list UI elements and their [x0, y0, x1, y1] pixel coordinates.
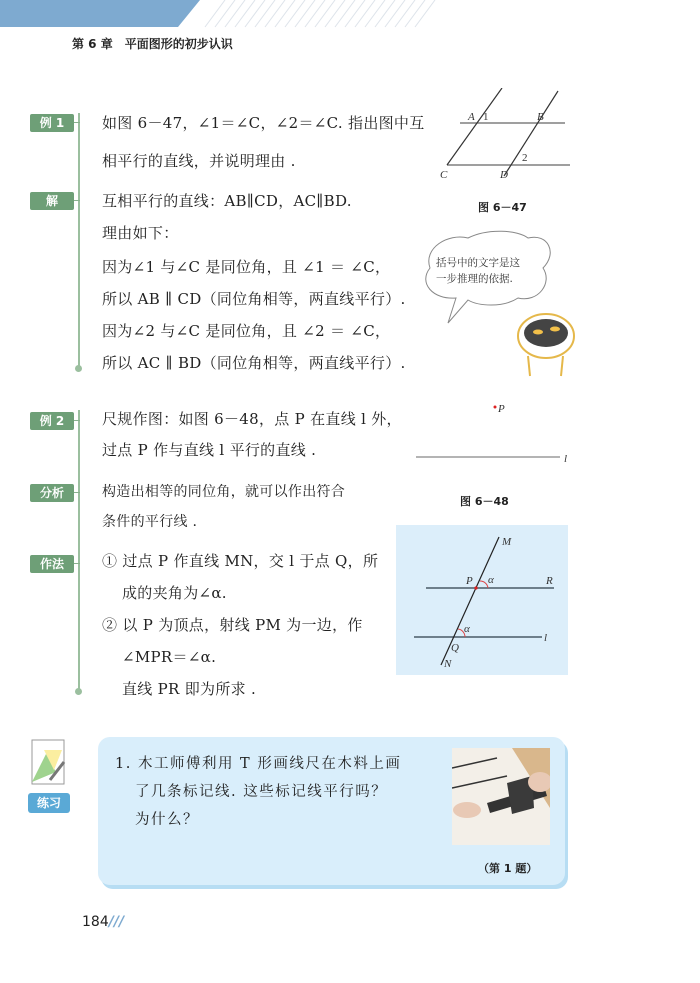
practice-question-1 [115, 750, 401, 834]
label-Q: Q [451, 642, 459, 654]
chapter-title: 第 6 章 平面图形的初步认识 [72, 37, 233, 51]
t-square-photo [452, 748, 550, 845]
section-rule-end [75, 688, 82, 695]
solution-line: 所以 AB ∥ CD（同位角相等，两直线平行）. [102, 290, 406, 308]
bubble-line: 括号中的文字是这 [436, 257, 520, 269]
label-2: 2 [522, 152, 528, 164]
solution-tag: 解 [30, 192, 74, 210]
figure-6-48-caption: 图 6－48 [460, 495, 509, 508]
speech-bubble-text [436, 255, 520, 287]
method-line: ∠MPR＝∠α. [122, 648, 217, 666]
example-2-line: 尺规作图：如图 6－48，点 P 在直线 l 外， [102, 410, 402, 428]
solution-line: 理由如下： [102, 224, 179, 242]
label-A: A [468, 111, 475, 123]
label-C: C [440, 169, 448, 181]
solution-line: 因为∠2 与∠C 是同位角，且 ∠2 ＝ ∠C， [102, 322, 391, 340]
label-l: l [544, 632, 548, 644]
label-M: M [502, 536, 512, 548]
practice-tag: 练习 [28, 793, 70, 813]
solution-line: 所以 AC ∥ BD（同位角相等，两直线平行）. [102, 354, 406, 372]
example-1-line: 相平行的直线，并说明理由 . [102, 152, 296, 170]
label-alpha-1: α [488, 574, 494, 586]
method-line: 成的夹角为∠α. [122, 584, 227, 602]
label-R: R [546, 575, 553, 587]
section-rule [78, 410, 80, 690]
page-number-text: 184 [82, 914, 109, 930]
section-rule-end [75, 365, 82, 372]
method-line: ① 过点 P 作直线 MN，交 l 于点 Q，所 [102, 552, 379, 570]
analysis-line: 构造出相等的同位角，就可以作出符合 [102, 484, 346, 500]
analysis-tag: 分析 [30, 484, 74, 502]
figure-6-47-caption: 图 6－47 [478, 201, 527, 214]
label-l: l [564, 453, 568, 465]
example-2-line: 过点 P 作与直线 l 平行的直线 . [102, 441, 317, 459]
label-1: 1 [483, 111, 489, 123]
solution-line: 互相平行的直线：AB∥CD，AC∥BD. [102, 192, 352, 210]
section-rule [78, 113, 80, 368]
photo-caption: （第 1 题） [478, 862, 538, 875]
header-banner [0, 0, 700, 30]
solution-line: 因为∠1 与∠C 是同位角，且 ∠1 ＝ ∠C， [102, 258, 391, 276]
example-1-tag: 例 1 [30, 114, 74, 132]
method-tag: 作法 [30, 555, 74, 573]
robot-mascot-illustration [418, 228, 588, 378]
practice-pencil-icon [24, 732, 74, 792]
figure-6-48 [410, 400, 580, 470]
label-B: B [537, 111, 544, 123]
label-N: N [444, 658, 452, 670]
label-P: P [498, 403, 505, 415]
bubble-line: 一步推理的依据. [436, 273, 513, 285]
label-D: D [500, 169, 508, 181]
page-number [82, 914, 124, 930]
question-line: 了几条标记线. 这些标记线平行吗？ [135, 784, 388, 800]
question-line: 1. 木工师傅利用 T 形画线尺在木料上画 [115, 756, 402, 772]
label-P: P [466, 575, 473, 587]
figure-6-47 [440, 88, 580, 183]
label-alpha-2: α [464, 623, 470, 635]
example-2-tag: 例 2 [30, 412, 74, 430]
page-number-slashes: /// [108, 914, 125, 930]
question-line: 为什么？ [135, 812, 199, 828]
construction-figure [396, 525, 568, 675]
method-line: ② 以 P 为顶点，射线 PM 为一边，作 [102, 616, 363, 634]
method-line: 直线 PR 即为所求 . [122, 680, 257, 698]
analysis-line: 条件的平行线 . [102, 514, 198, 530]
example-1-line: 如图 6－47，∠1＝∠C，∠2＝∠C. 指出图中互 [102, 114, 425, 132]
